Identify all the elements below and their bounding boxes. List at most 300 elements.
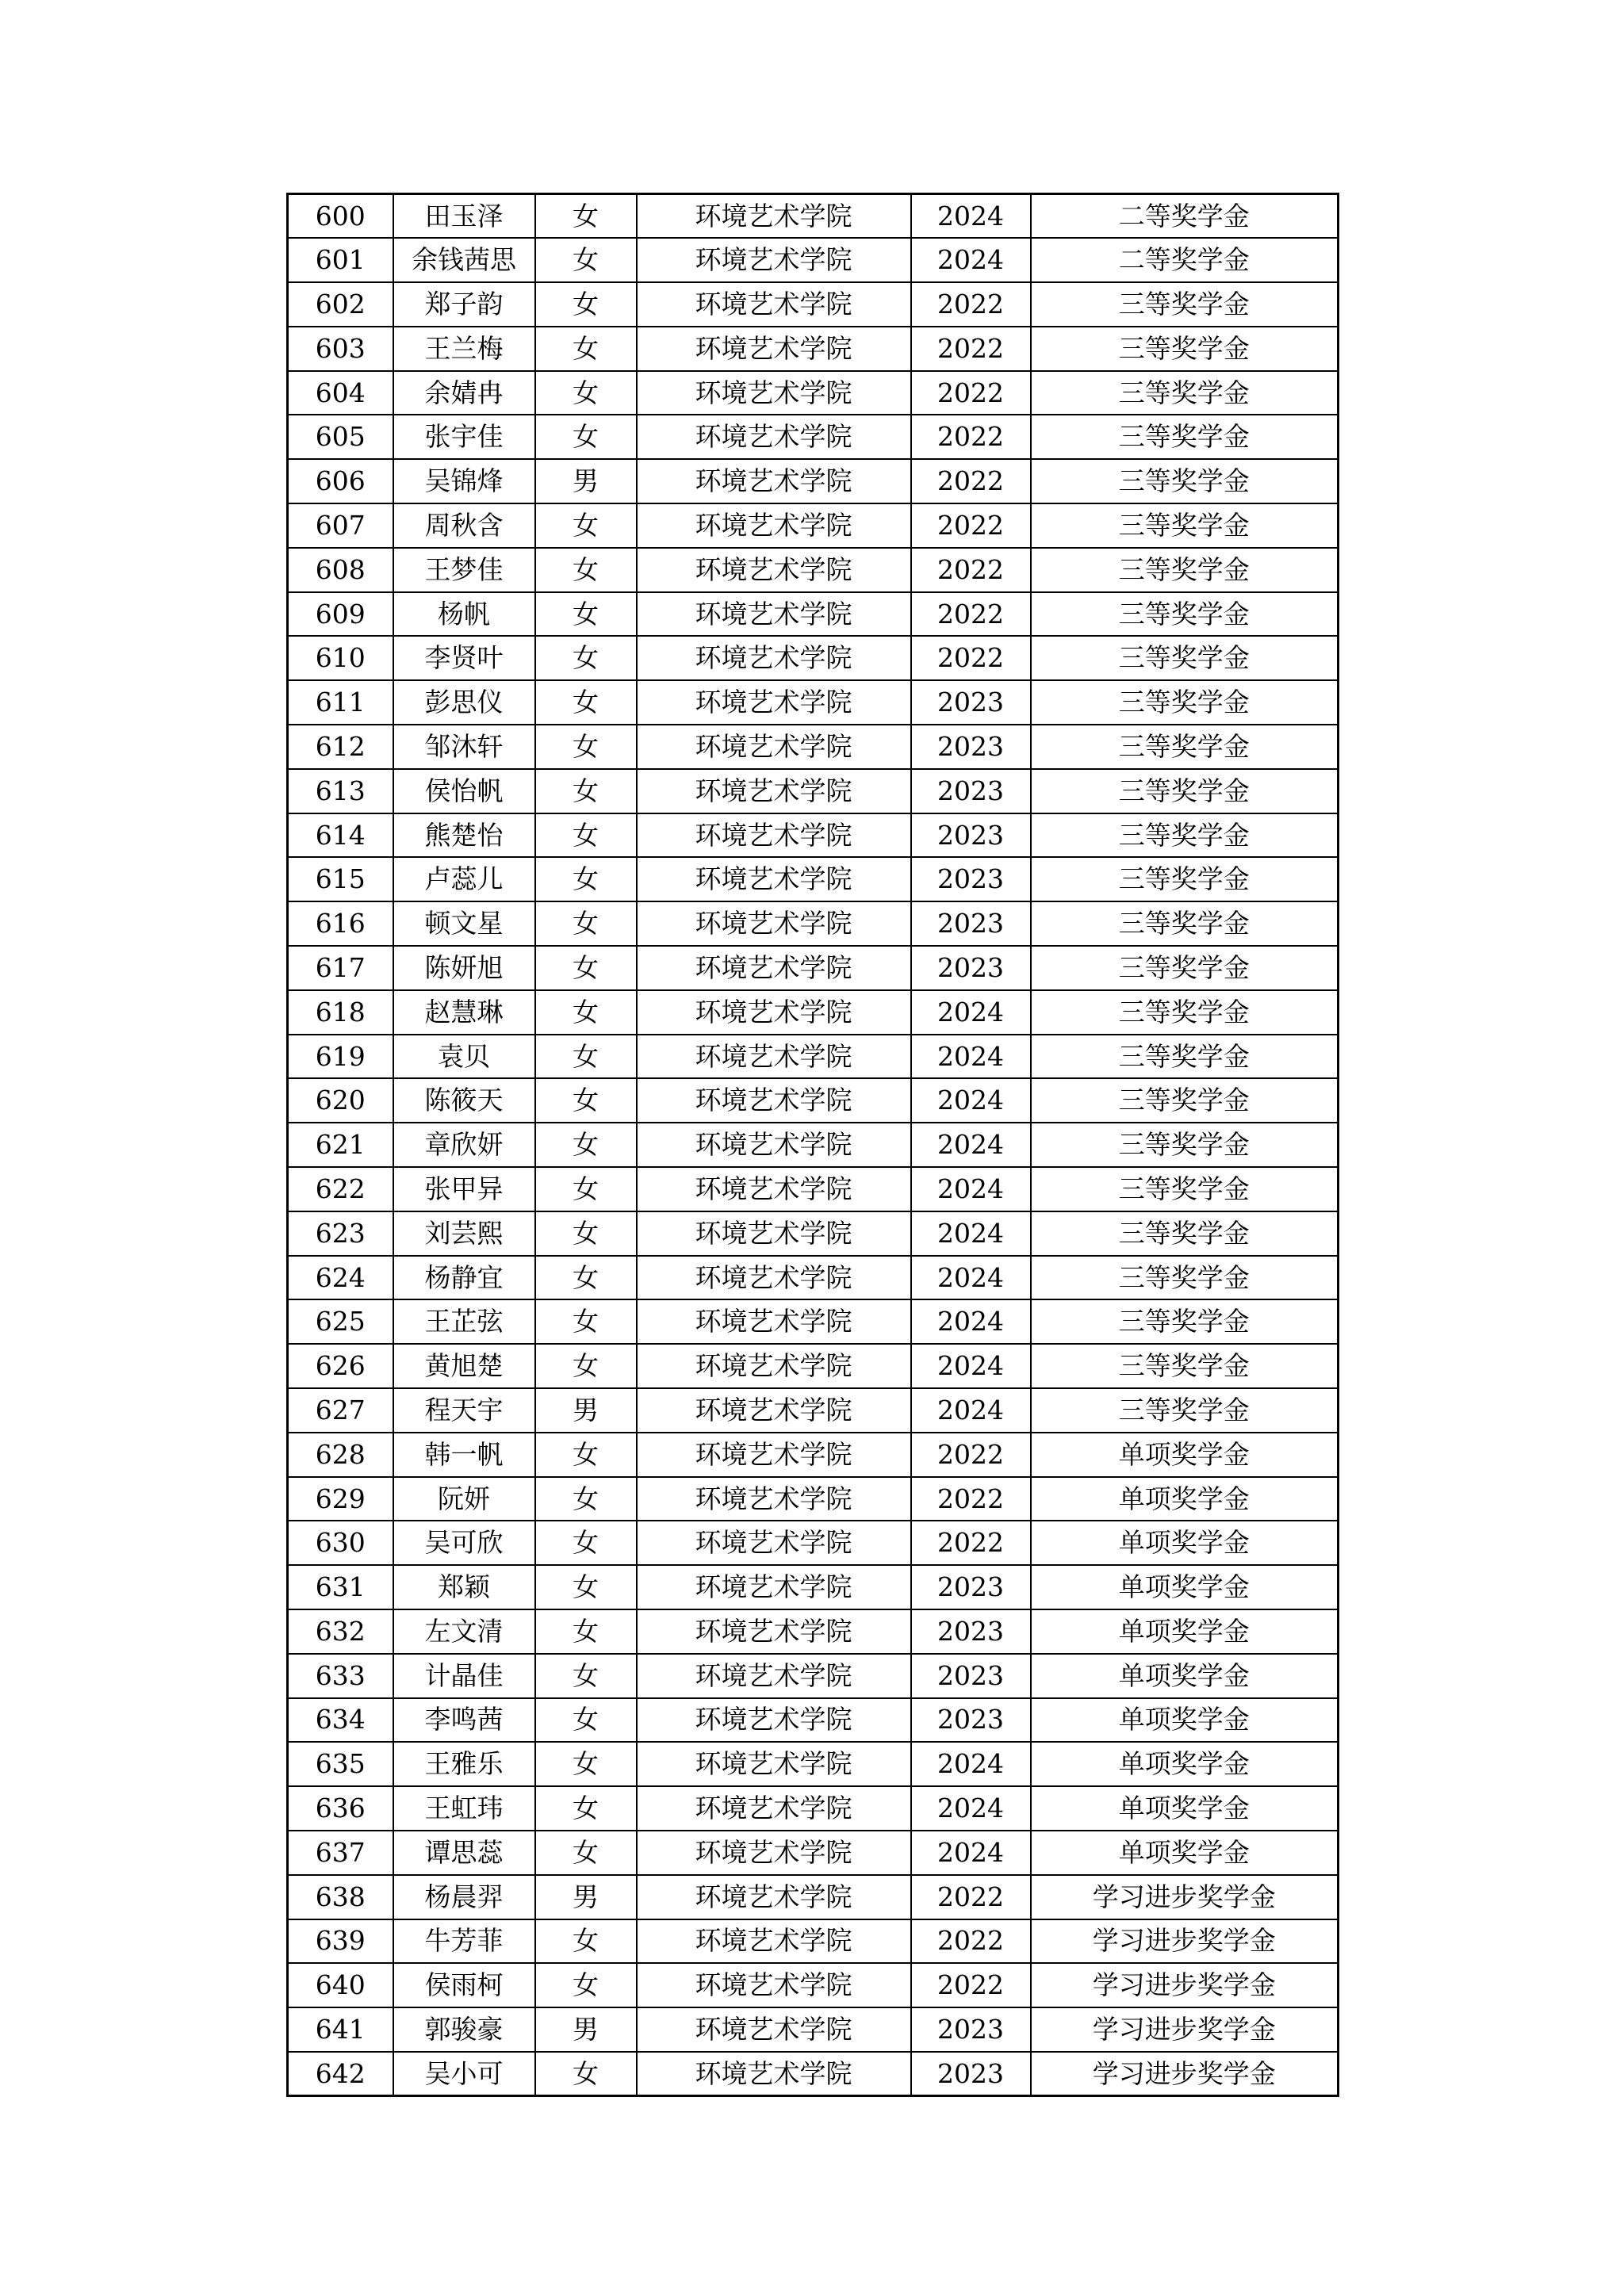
college-cell: 环境艺术学院 <box>637 1211 911 1256</box>
name-cell: 侯怡帆 <box>393 769 535 813</box>
name-cell: 王雅乐 <box>393 1742 535 1786</box>
row-number-cell: 623 <box>288 1211 393 1256</box>
table-row <box>288 1344 1339 1388</box>
name-cell: 杨帆 <box>393 592 535 637</box>
college-cell: 环境艺术学院 <box>637 1963 911 2007</box>
row-number-cell: 614 <box>288 813 393 858</box>
row-number-cell: 602 <box>288 282 393 327</box>
gender-cell: 女 <box>535 194 637 239</box>
grade-cell: 2023 <box>911 813 1031 858</box>
row-number-cell: 603 <box>288 327 393 371</box>
gender-cell: 女 <box>535 1299 637 1344</box>
grade-cell: 2024 <box>911 194 1031 239</box>
award-cell: 三等奖学金 <box>1031 1256 1339 1300</box>
row-number-cell: 620 <box>288 1078 393 1123</box>
name-cell: 杨静宜 <box>393 1256 535 1300</box>
table-row <box>288 769 1339 813</box>
gender-cell: 女 <box>535 1477 637 1521</box>
gender-cell: 女 <box>535 1123 637 1167</box>
table-row <box>288 282 1339 327</box>
table-row <box>288 636 1339 680</box>
gender-cell: 女 <box>535 680 637 725</box>
row-number-cell: 632 <box>288 1609 393 1654</box>
grade-cell: 2024 <box>911 990 1031 1035</box>
grade-cell: 2022 <box>911 327 1031 371</box>
row-number-cell: 636 <box>288 1786 393 1831</box>
college-cell: 环境艺术学院 <box>637 1742 911 1786</box>
gender-cell: 女 <box>535 1078 637 1123</box>
award-cell: 三等奖学金 <box>1031 857 1339 901</box>
name-cell: 张甲异 <box>393 1167 535 1211</box>
award-cell: 二等奖学金 <box>1031 194 1339 239</box>
grade-cell: 2023 <box>911 1565 1031 1609</box>
college-cell: 环境艺术学院 <box>637 1786 911 1831</box>
gender-cell: 女 <box>535 1786 637 1831</box>
row-number-cell: 618 <box>288 990 393 1035</box>
table-row <box>288 194 1339 239</box>
grade-cell: 2024 <box>911 1211 1031 1256</box>
college-cell: 环境艺术学院 <box>637 1477 911 1521</box>
name-cell: 吴锦烽 <box>393 459 535 503</box>
table-row <box>288 238 1339 282</box>
grade-cell: 2024 <box>911 1388 1031 1433</box>
grade-cell: 2023 <box>911 857 1031 901</box>
gender-cell: 男 <box>535 2007 637 2052</box>
grade-cell: 2022 <box>911 1963 1031 2007</box>
award-cell: 单项奖学金 <box>1031 1433 1339 1477</box>
college-cell: 环境艺术学院 <box>637 282 911 327</box>
grade-cell: 2022 <box>911 1875 1031 1919</box>
grade-cell: 2024 <box>911 1831 1031 1875</box>
college-cell: 环境艺术学院 <box>637 1698 911 1743</box>
row-number-cell: 634 <box>288 1698 393 1743</box>
scholarship-table <box>286 193 1339 2097</box>
college-cell: 环境艺术学院 <box>637 1078 911 1123</box>
name-cell: 章欣妍 <box>393 1123 535 1167</box>
row-number-cell: 638 <box>288 1875 393 1919</box>
row-number-cell: 617 <box>288 946 393 990</box>
award-cell: 三等奖学金 <box>1031 901 1339 946</box>
award-cell: 学习进步奖学金 <box>1031 1919 1339 1964</box>
name-cell: 邹沐轩 <box>393 725 535 769</box>
row-number-cell: 615 <box>288 857 393 901</box>
table-row <box>288 725 1339 769</box>
grade-cell: 2022 <box>911 636 1031 680</box>
table-row <box>288 1211 1339 1256</box>
name-cell: 王梦佳 <box>393 548 535 592</box>
grade-cell: 2022 <box>911 592 1031 637</box>
grade-cell: 2024 <box>911 1123 1031 1167</box>
row-number-cell: 616 <box>288 901 393 946</box>
name-cell: 熊楚怡 <box>393 813 535 858</box>
grade-cell: 2024 <box>911 1344 1031 1388</box>
table-row <box>288 2007 1339 2052</box>
table-row <box>288 1963 1339 2007</box>
grade-cell: 2024 <box>911 1742 1031 1786</box>
grade-cell: 2022 <box>911 1521 1031 1565</box>
award-cell: 单项奖学金 <box>1031 1477 1339 1521</box>
table-row <box>288 1786 1339 1831</box>
gender-cell: 女 <box>535 238 637 282</box>
name-cell: 郑颖 <box>393 1565 535 1609</box>
gender-cell: 女 <box>535 2052 637 2096</box>
row-number-cell: 600 <box>288 194 393 239</box>
award-cell: 三等奖学金 <box>1031 548 1339 592</box>
college-cell: 环境艺术学院 <box>637 769 911 813</box>
name-cell: 王芷弦 <box>393 1299 535 1344</box>
award-cell: 单项奖学金 <box>1031 1565 1339 1609</box>
table-row <box>288 1123 1339 1167</box>
award-cell: 学习进步奖学金 <box>1031 1963 1339 2007</box>
grade-cell: 2024 <box>911 238 1031 282</box>
college-cell: 环境艺术学院 <box>637 1831 911 1875</box>
grade-cell: 2023 <box>911 1609 1031 1654</box>
gender-cell: 女 <box>535 1831 637 1875</box>
college-cell: 环境艺术学院 <box>637 2007 911 2052</box>
name-cell: 赵慧琳 <box>393 990 535 1035</box>
grade-cell: 2023 <box>911 1654 1031 1698</box>
college-cell: 环境艺术学院 <box>637 813 911 858</box>
row-number-cell: 639 <box>288 1919 393 1964</box>
gender-cell: 男 <box>535 459 637 503</box>
award-cell: 三等奖学金 <box>1031 725 1339 769</box>
gender-cell: 女 <box>535 857 637 901</box>
table-row <box>288 503 1339 548</box>
gender-cell: 女 <box>535 327 637 371</box>
table-body <box>288 194 1339 2096</box>
name-cell: 李鸣茜 <box>393 1698 535 1743</box>
grade-cell: 2023 <box>911 2007 1031 2052</box>
gender-cell: 女 <box>535 1919 637 1964</box>
college-cell: 环境艺术学院 <box>637 1654 911 1698</box>
award-cell: 单项奖学金 <box>1031 1521 1339 1565</box>
table-row <box>288 946 1339 990</box>
grade-cell: 2024 <box>911 1078 1031 1123</box>
award-cell: 单项奖学金 <box>1031 1742 1339 1786</box>
row-number-cell: 629 <box>288 1477 393 1521</box>
table-row <box>288 1654 1339 1698</box>
grade-cell: 2022 <box>911 1433 1031 1477</box>
name-cell: 周秋含 <box>393 503 535 548</box>
name-cell: 吴可欣 <box>393 1521 535 1565</box>
grade-cell: 2022 <box>911 1919 1031 1964</box>
gender-cell: 男 <box>535 1875 637 1919</box>
row-number-cell: 606 <box>288 459 393 503</box>
college-cell: 环境艺术学院 <box>637 946 911 990</box>
college-cell: 环境艺术学院 <box>637 990 911 1035</box>
award-cell: 三等奖学金 <box>1031 415 1339 459</box>
college-cell: 环境艺术学院 <box>637 1344 911 1388</box>
college-cell: 环境艺术学院 <box>637 636 911 680</box>
name-cell: 王虹玮 <box>393 1786 535 1831</box>
grade-cell: 2024 <box>911 1035 1031 1079</box>
name-cell: 左文清 <box>393 1609 535 1654</box>
award-cell: 三等奖学金 <box>1031 813 1339 858</box>
gender-cell: 女 <box>535 1344 637 1388</box>
award-cell: 三等奖学金 <box>1031 1167 1339 1211</box>
gender-cell: 女 <box>535 1433 637 1477</box>
row-number-cell: 628 <box>288 1433 393 1477</box>
gender-cell: 女 <box>535 636 637 680</box>
gender-cell: 女 <box>535 1698 637 1743</box>
gender-cell: 女 <box>535 990 637 1035</box>
award-cell: 二等奖学金 <box>1031 238 1339 282</box>
award-cell: 三等奖学金 <box>1031 1299 1339 1344</box>
row-number-cell: 608 <box>288 548 393 592</box>
row-number-cell: 626 <box>288 1344 393 1388</box>
award-cell: 三等奖学金 <box>1031 592 1339 637</box>
name-cell: 侯雨柯 <box>393 1963 535 2007</box>
gender-cell: 女 <box>535 1211 637 1256</box>
college-cell: 环境艺术学院 <box>637 1167 911 1211</box>
row-number-cell: 612 <box>288 725 393 769</box>
table-row <box>288 1388 1339 1433</box>
award-cell: 学习进步奖学金 <box>1031 2007 1339 2052</box>
row-number-cell: 605 <box>288 415 393 459</box>
row-number-cell: 621 <box>288 1123 393 1167</box>
table-row <box>288 327 1339 371</box>
college-cell: 环境艺术学院 <box>637 371 911 415</box>
grade-cell: 2023 <box>911 901 1031 946</box>
table-row <box>288 1078 1339 1123</box>
row-number-cell: 610 <box>288 636 393 680</box>
name-cell: 张宇佳 <box>393 415 535 459</box>
college-cell: 环境艺术学院 <box>637 901 911 946</box>
name-cell: 卢蕊儿 <box>393 857 535 901</box>
gender-cell: 女 <box>535 503 637 548</box>
gender-cell: 女 <box>535 592 637 637</box>
award-cell: 三等奖学金 <box>1031 371 1339 415</box>
award-cell: 学习进步奖学金 <box>1031 2052 1339 2096</box>
row-number-cell: 609 <box>288 592 393 637</box>
college-cell: 环境艺术学院 <box>637 592 911 637</box>
college-cell: 环境艺术学院 <box>637 238 911 282</box>
gender-cell: 女 <box>535 1609 637 1654</box>
grade-cell: 2022 <box>911 1477 1031 1521</box>
name-cell: 韩一帆 <box>393 1433 535 1477</box>
name-cell: 余婧冉 <box>393 371 535 415</box>
name-cell: 刘芸熙 <box>393 1211 535 1256</box>
grade-cell: 2023 <box>911 769 1031 813</box>
row-number-cell: 601 <box>288 238 393 282</box>
row-number-cell: 633 <box>288 1654 393 1698</box>
college-cell: 环境艺术学院 <box>637 725 911 769</box>
award-cell: 学习进步奖学金 <box>1031 1875 1339 1919</box>
row-number-cell: 604 <box>288 371 393 415</box>
row-number-cell: 622 <box>288 1167 393 1211</box>
award-cell: 三等奖学金 <box>1031 327 1339 371</box>
grade-cell: 2024 <box>911 1786 1031 1831</box>
name-cell: 吴小可 <box>393 2052 535 2096</box>
name-cell: 袁贝 <box>393 1035 535 1079</box>
grade-cell: 2024 <box>911 1299 1031 1344</box>
college-cell: 环境艺术学院 <box>637 1035 911 1079</box>
row-number-cell: 637 <box>288 1831 393 1875</box>
grade-cell: 2023 <box>911 680 1031 725</box>
grade-cell: 2022 <box>911 371 1031 415</box>
college-cell: 环境艺术学院 <box>637 1388 911 1433</box>
table-row <box>288 1565 1339 1609</box>
gender-cell: 女 <box>535 1035 637 1079</box>
award-cell: 三等奖学金 <box>1031 680 1339 725</box>
award-cell: 三等奖学金 <box>1031 282 1339 327</box>
gender-cell: 女 <box>535 1654 637 1698</box>
name-cell: 程天宇 <box>393 1388 535 1433</box>
grade-cell: 2022 <box>911 415 1031 459</box>
grade-cell: 2024 <box>911 1167 1031 1211</box>
college-cell: 环境艺术学院 <box>637 1521 911 1565</box>
college-cell: 环境艺术学院 <box>637 1433 911 1477</box>
table-row <box>288 1742 1339 1786</box>
award-cell: 单项奖学金 <box>1031 1786 1339 1831</box>
row-number-cell: 613 <box>288 769 393 813</box>
college-cell: 环境艺术学院 <box>637 1919 911 1964</box>
award-cell: 三等奖学金 <box>1031 1344 1339 1388</box>
gender-cell: 女 <box>535 1167 637 1211</box>
row-number-cell: 627 <box>288 1388 393 1433</box>
college-cell: 环境艺术学院 <box>637 459 911 503</box>
name-cell: 彭思仪 <box>393 680 535 725</box>
gender-cell: 女 <box>535 1742 637 1786</box>
college-cell: 环境艺术学院 <box>637 1609 911 1654</box>
row-number-cell: 619 <box>288 1035 393 1079</box>
college-cell: 环境艺术学院 <box>637 1875 911 1919</box>
table-row <box>288 2052 1339 2096</box>
grade-cell: 2022 <box>911 548 1031 592</box>
gender-cell: 男 <box>535 1388 637 1433</box>
award-cell: 单项奖学金 <box>1031 1654 1339 1698</box>
table-row <box>288 1035 1339 1079</box>
name-cell: 李贤叶 <box>393 636 535 680</box>
gender-cell: 女 <box>535 1963 637 2007</box>
award-cell: 三等奖学金 <box>1031 1388 1339 1433</box>
gender-cell: 女 <box>535 1521 637 1565</box>
name-cell: 郑子韵 <box>393 282 535 327</box>
college-cell: 环境艺术学院 <box>637 1256 911 1300</box>
name-cell: 陈筱天 <box>393 1078 535 1123</box>
name-cell: 牛芳菲 <box>393 1919 535 1964</box>
college-cell: 环境艺术学院 <box>637 415 911 459</box>
gender-cell: 女 <box>535 282 637 327</box>
grade-cell: 2022 <box>911 459 1031 503</box>
gender-cell: 女 <box>535 946 637 990</box>
name-cell: 阮妍 <box>393 1477 535 1521</box>
grade-cell: 2023 <box>911 2052 1031 2096</box>
gender-cell: 女 <box>535 769 637 813</box>
row-number-cell: 607 <box>288 503 393 548</box>
table-row <box>288 1919 1339 1964</box>
row-number-cell: 631 <box>288 1565 393 1609</box>
award-cell: 三等奖学金 <box>1031 459 1339 503</box>
table-row <box>288 1609 1339 1654</box>
table-row <box>288 901 1339 946</box>
table-row <box>288 813 1339 858</box>
table-row <box>288 592 1339 637</box>
table-row <box>288 990 1339 1035</box>
table-row <box>288 1299 1339 1344</box>
row-number-cell: 640 <box>288 1963 393 2007</box>
college-cell: 环境艺术学院 <box>637 1299 911 1344</box>
table-row <box>288 1875 1339 1919</box>
grade-cell: 2024 <box>911 1256 1031 1300</box>
table-row <box>288 1831 1339 1875</box>
college-cell: 环境艺术学院 <box>637 548 911 592</box>
table-row <box>288 1477 1339 1521</box>
gender-cell: 女 <box>535 725 637 769</box>
award-cell: 三等奖学金 <box>1031 1123 1339 1167</box>
row-number-cell: 611 <box>288 680 393 725</box>
award-cell: 三等奖学金 <box>1031 990 1339 1035</box>
table-row <box>288 680 1339 725</box>
gender-cell: 女 <box>535 813 637 858</box>
college-cell: 环境艺术学院 <box>637 857 911 901</box>
award-cell: 单项奖学金 <box>1031 1831 1339 1875</box>
gender-cell: 女 <box>535 1565 637 1609</box>
name-cell: 郭骏豪 <box>393 2007 535 2052</box>
table-row <box>288 415 1339 459</box>
award-cell: 三等奖学金 <box>1031 946 1339 990</box>
name-cell: 王兰梅 <box>393 327 535 371</box>
college-cell: 环境艺术学院 <box>637 503 911 548</box>
grade-cell: 2022 <box>911 282 1031 327</box>
gender-cell: 女 <box>535 901 637 946</box>
table-row <box>288 459 1339 503</box>
name-cell: 顿文星 <box>393 901 535 946</box>
name-cell: 余钱茜思 <box>393 238 535 282</box>
table-row <box>288 1521 1339 1565</box>
table-row <box>288 1698 1339 1743</box>
grade-cell: 2023 <box>911 725 1031 769</box>
row-number-cell: 624 <box>288 1256 393 1300</box>
name-cell: 田玉泽 <box>393 194 535 239</box>
award-cell: 三等奖学金 <box>1031 1035 1339 1079</box>
table-row <box>288 1167 1339 1211</box>
grade-cell: 2023 <box>911 946 1031 990</box>
award-cell: 单项奖学金 <box>1031 1698 1339 1743</box>
row-number-cell: 641 <box>288 2007 393 2052</box>
table-row <box>288 857 1339 901</box>
name-cell: 黄旭楚 <box>393 1344 535 1388</box>
name-cell: 杨晨羿 <box>393 1875 535 1919</box>
table-row <box>288 371 1339 415</box>
award-cell: 单项奖学金 <box>1031 1609 1339 1654</box>
row-number-cell: 635 <box>288 1742 393 1786</box>
table-row <box>288 1433 1339 1477</box>
award-cell: 三等奖学金 <box>1031 503 1339 548</box>
college-cell: 环境艺术学院 <box>637 194 911 239</box>
college-cell: 环境艺术学院 <box>637 2052 911 2096</box>
award-cell: 三等奖学金 <box>1031 636 1339 680</box>
table-row <box>288 1256 1339 1300</box>
award-cell: 三等奖学金 <box>1031 1078 1339 1123</box>
college-cell: 环境艺术学院 <box>637 1565 911 1609</box>
gender-cell: 女 <box>535 371 637 415</box>
row-number-cell: 625 <box>288 1299 393 1344</box>
name-cell: 陈妍旭 <box>393 946 535 990</box>
college-cell: 环境艺术学院 <box>637 327 911 371</box>
row-number-cell: 630 <box>288 1521 393 1565</box>
table-row <box>288 548 1339 592</box>
award-cell: 三等奖学金 <box>1031 1211 1339 1256</box>
college-cell: 环境艺术学院 <box>637 680 911 725</box>
gender-cell: 女 <box>535 1256 637 1300</box>
name-cell: 计晶佳 <box>393 1654 535 1698</box>
college-cell: 环境艺术学院 <box>637 1123 911 1167</box>
gender-cell: 女 <box>535 415 637 459</box>
award-cell: 三等奖学金 <box>1031 769 1339 813</box>
row-number-cell: 642 <box>288 2052 393 2096</box>
grade-cell: 2023 <box>911 1698 1031 1743</box>
